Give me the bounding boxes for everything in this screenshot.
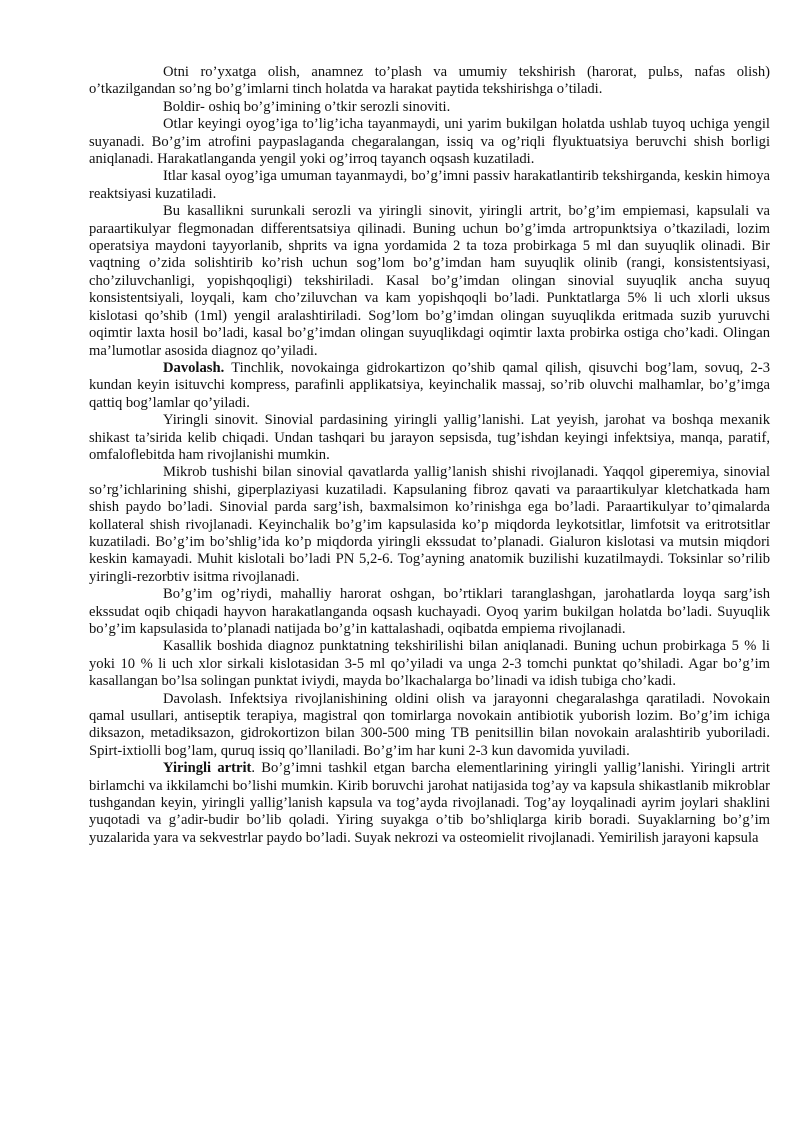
paragraph-text: Boldir- oshiq bo’g’imining o’tkir serozli sinoviti. — [163, 98, 451, 115]
paragraph-text: Kasallik boshida diagnoz punktatning tekshirilishi bilan aniqlanadi. Buning uchun probirkaga 5 % li yoki 10 % li uch xlor sirkali kislotasidan 3-5 ml qo’yiladi va unga 2-3 tomchi punktat qo’shiladi. Agar bo’g’im kasallangan bo’lsa solingan punktat iviydi, mayda bo’lkachalarga bo’linadi va idish tubiga cho’kadi. — [89, 638, 770, 690]
paragraph-text: Itlar kasal oyog’iga umuman tayanmaydi, bo’g’imni passiv harakatlantirib tekshirganda, keskin himoya reaktsiyasi kuzatiladi. — [89, 168, 770, 202]
paragraph-bold-lead: Davolash. — [163, 359, 225, 376]
paragraph-2 — [89, 99, 770, 116]
paragraph-1 — [89, 64, 770, 99]
paragraph-3 — [89, 116, 770, 168]
paragraph-5 — [89, 203, 770, 360]
paragraph-text: Tinchlik, novokainga gidrokartizon qo’shib qamal qilish, qisuvchi bog’lam, sovuq, 2-3 kundan keyin isituvchi kompress, parafinli applikatsiya, keyinchalik massaj, so’rib oluvchi malhamlar, bo’g’imga qattiq bog’lamlar qo’yiladi. — [89, 359, 770, 411]
paragraph-10 — [89, 638, 770, 690]
paragraph-bold-lead: Yiringli artrit — [163, 760, 252, 777]
paragraph-12 — [89, 760, 770, 847]
paragraph-text: Bu kasallikni surunkali serozli va yiringli sinovit, yiringli artrit, bo’g’im empiemasi, kapsulali va paraartikulyar flegmonadan differentsatsiya qilinadi. Buning uchun bo’g’imda artropunktsiya o’tkaziladi, lozim operatsiya maydoni tayyorlanib, shprits va igna yordamida 2 ta toza probirkaga 5 ml dan suyuqlik olinadi. Bir vaqtning o’zida solishtirib ko’rish uchun sog’lom bo’g’imdan ham suyuqlik olinib (rangi, konsistentsiyasi, cho’ziluvchanligi, yopishqoqligi) tekshiriladi. Kasal bo’g’imdan olingan sinovial suyuqlik ancha suyuq konsistentsiyali, loyqali, kam cho’ziluvchan va kam yopishqoqli bo’ladi. Punktatlarga 5% li uch xlorli uksus kislotasi qo’shib (1ml) yengil aralashtiriladi. Sog’lom bo’g’imdan olingan suyuqlikda eritmada suzib yuruvchi oqimtir laxta hosil bo’ladi, kasal bo’g’imdan olingan suyuqlikdagi oqimtir laxta probirka ostiga cho’kadi. Olingan ma’lumotlar asosida diagnoz qo’yiladi. — [89, 203, 770, 359]
paragraph-text: Yiringli sinovit. Sinovial pardasining yiringli yallig’lanishi. Lat yeyish, jarohat va boshqa mexanik shikast ta’sirida kelib chiqadi. Undan tashqari bu jarayon sepsisda, tug’ishdan keyingi infektsiya, manqa, paratif, omfaloflebitda ham rivojlanishi mumkin. — [89, 412, 770, 463]
paragraph-4 — [89, 168, 770, 203]
paragraph-11 — [89, 691, 770, 761]
paragraph-text: Mikrob tushishi bilan sinovial qavatlarda yallig’lanish shishi rivojlanadi. Yaqqol giperemiya, sinovial so’rg’ichlarining shishi, giperplaziyasi kuzatiladi. Kapsulaning fibroz qavati va paraartikulyar kletchatkada ham shish paydo bo’ladi. Sinovial parda sarg’ish, baxmalsimon ko’rinishga ega bo’ladi. Paraartikulyar to’qimalarda kollateral shish rivojlanadi. Keyinchalik bo’g’im kapsulasida ko’p miqdorda leykotsitlar, limfotsit va eritrotsitlar kuzatiladi. Bo’g’im bo’shlig’ida ko’p miqdorda yiringli ekssudat to’planadi. Gialuron kislotasi va mutsin miqdori keskin kamayadi. Muhit kislotali bo’ladi PN 5,2-6. Tog’ayning anatomik buzilishi kuzatilmaydi. Toksinlar so’rilib yiringli-rezorbtiv isitma rivojlanadi. — [89, 464, 770, 585]
paragraph-text: Davolash. Infektsiya rivojlanishining oldini olish va jarayonni chegaralashga qaratiladi. Novokain qamal usullari, antiseptik terapiya, magistral qon tomirlarga novokain antibiotik yuborish lozim. Bo’g’im ichiga diksazon, metadiksazon, gidrokortizon bilan 300-500 ming TB penitsillin bilan novokain aralashtirib yuboriladi. Spirt-ixtiolli bog’lam, quruq issiq qo’llaniladi. Bo’g’im har kuni 2-3 kun davomida yuviladi. — [89, 690, 770, 759]
paragraph-9 — [89, 586, 770, 638]
paragraph-text: Otni ro’yxatga olish, anamnez to’plash va umumiy tekshirish (harorat, pulьs, nafas olish) o’tkazilgandan so’ng bo’g’imlarni tinch holatda va harakat paytida tekshirishga o’tiladi. — [89, 64, 770, 98]
paragraph-text: Bo’g’im og’riydi, mahalliy harorat oshgan, bo’rtiklari taranglashgan, jarohatlarda loyqa sarg’ish ekssudat oqib chiqadi hayvon harakatlanganda oqsash kuchayadi. Oyoq yarim bukilgan holatda bo’ladi. Suyuqlik bo’g’im kapsulasida to’planadi natijada bo’g’in kattalashadi, oqibatda empiema rivojlanadi. — [89, 586, 770, 637]
paragraph-text: . Bo’g’imni tashkil etgan barcha elementlarining yiringli yallig’lanishi. Yiringli artrit birlamchi va ikkilamchi bo’lishi mumkin. Kirib boruvchi jarohat natijasida tog’ay va kapsula shikastlanib mikroblar tushgandan keyin, yiringli yallig’lanish kapsula va tog’ayda rivojlanadi. Tog’ay loyqalinadi ayrim joylari shaklini yuqotadi va g’adir-budir bo’lib qoladi. Yiring suyakga o’tib bo’shliqlarga kirib boradi. Suyaklarning bo’g’im yuzalarida yara va sekvestrlar paydo bo’ladi. Suyak nekrozi va osteomielit rivojlanadi. Yemirilish jarayoni kapsula — [89, 760, 770, 846]
paragraph-8 — [89, 464, 770, 586]
paragraph-7 — [89, 412, 770, 464]
paragraph-text: Otlar keyingi oyog’iga to’lig’icha tayanmaydi, uni yarim bukilgan holatda ushlab tuyoq uchiga yengil suyanadi. Bo’g’im atrofini paypaslaganda chegaralangan, issiq va og’riqli flyuktuatsiya beruvchi shish borligi aniqlanadi. Harakatlanganda yengil yoki og’irroq tayanch oqsash kuzatiladi. — [89, 116, 770, 168]
paragraph-6 — [89, 360, 770, 412]
